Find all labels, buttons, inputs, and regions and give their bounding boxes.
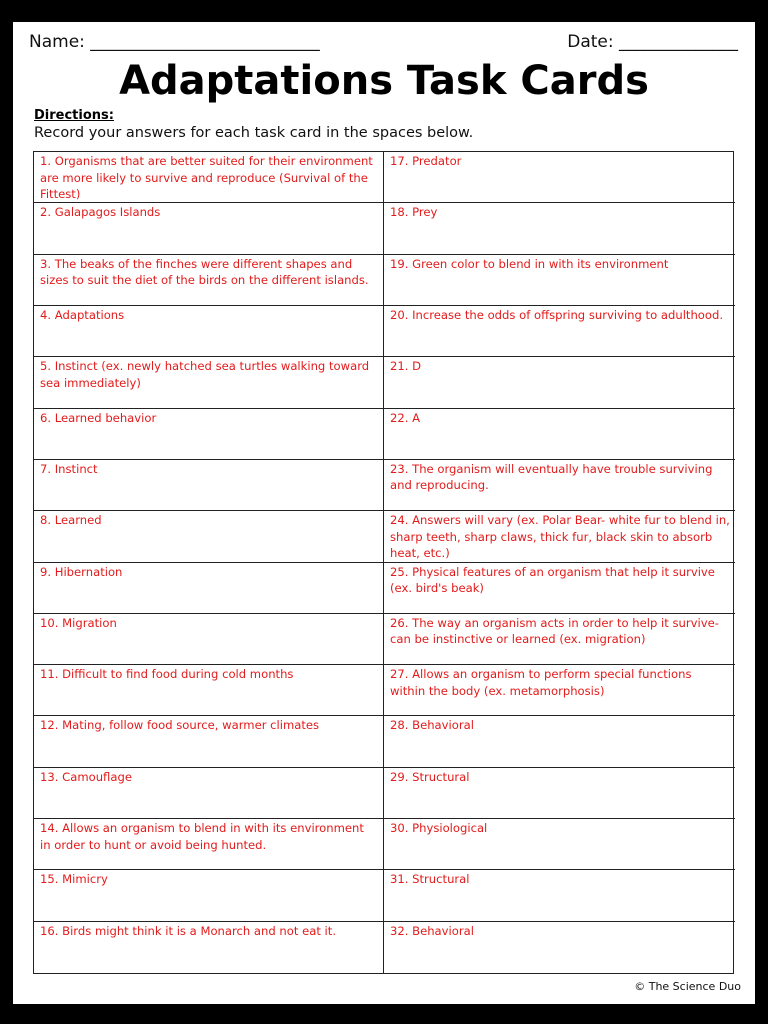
answer-cell-7: 7. Instinct <box>34 460 384 511</box>
answer-cell-25: 25. Physical features of an organism that help it survive (ex. bird's beak) <box>384 563 735 614</box>
directions-text: Record your answers for each task card in the spaces below. <box>34 125 474 141</box>
answer-cell-13: 13. Camouflage <box>34 768 384 819</box>
name-field: Name: ___________________________ <box>29 32 320 52</box>
page-title: Adaptations Task Cards <box>119 58 649 104</box>
answer-cell-10: 10. Migration <box>34 614 384 665</box>
answer-cell-11: 11. Difficult to find food during cold months <box>34 665 384 716</box>
answer-cell-21: 21. D <box>384 357 735 408</box>
answer-cell-12: 12. Mating, follow food source, warmer climates <box>34 716 384 767</box>
answer-cell-20: 20. Increase the odds of offspring surviving to adulthood. <box>384 306 735 357</box>
copyright-notice: © The Science Duo <box>634 980 741 993</box>
answer-cell-3: 3. The beaks of the finches were different shapes and sizes to suit the diet of the birds on the different islands. <box>34 255 384 306</box>
answer-cell-28: 28. Behavioral <box>384 716 735 767</box>
answer-cell-31: 31. Structural <box>384 870 735 921</box>
answer-cell-14: 14. Allows an organism to blend in with its environment in order to hunt or avoid being hunted. <box>34 819 384 870</box>
answer-cell-6: 6. Learned behavior <box>34 409 384 460</box>
date-field: Date: ______________ <box>567 32 738 52</box>
answer-cell-2: 2. Galapagos Islands <box>34 203 384 254</box>
answer-cell-9: 9. Hibernation <box>34 563 384 614</box>
answer-cell-18: 18. Prey <box>384 203 735 254</box>
answer-cell-19: 19. Green color to blend in with its environment <box>384 255 735 306</box>
answer-cell-15: 15. Mimicry <box>34 870 384 921</box>
answer-cell-27: 27. Allows an organism to perform special functions within the body (ex. metamorphosis) <box>384 665 735 716</box>
answer-cell-30: 30. Physiological <box>384 819 735 870</box>
directions-heading: Directions: <box>34 108 114 123</box>
answer-cell-16: 16. Birds might think it is a Monarch and not eat it. <box>34 922 384 973</box>
worksheet-page <box>13 22 755 1004</box>
answer-cell-23: 23. The organism will eventually have trouble surviving and reproducing. <box>384 460 735 511</box>
answer-cell-29: 29. Structural <box>384 768 735 819</box>
answer-cell-22: 22. A <box>384 409 735 460</box>
answer-cell-24: 24. Answers will vary (ex. Polar Bear- white fur to blend in, sharp teeth, sharp claws, thick fur, black skin to absorb heat, etc.) <box>384 511 735 562</box>
answer-table <box>33 151 734 974</box>
answer-cell-1: 1. Organisms that are better suited for their environment are more likely to survive and reproduce (Survival of the Fittest) <box>34 152 384 203</box>
answer-cell-32: 32. Behavioral <box>390 923 474 938</box>
answer-cell-26: 26. The way an organism acts in order to help it survive- can be instinctive or learned (ex. migration) <box>384 614 735 665</box>
answer-cell-17: 17. Predator <box>384 152 735 203</box>
answer-cell-5: 5. Instinct (ex. newly hatched sea turtles walking toward sea immediately) <box>34 357 384 408</box>
answer-cell-8: 8. Learned <box>34 511 384 562</box>
answer-cell-4: 4. Adaptations <box>34 306 384 357</box>
